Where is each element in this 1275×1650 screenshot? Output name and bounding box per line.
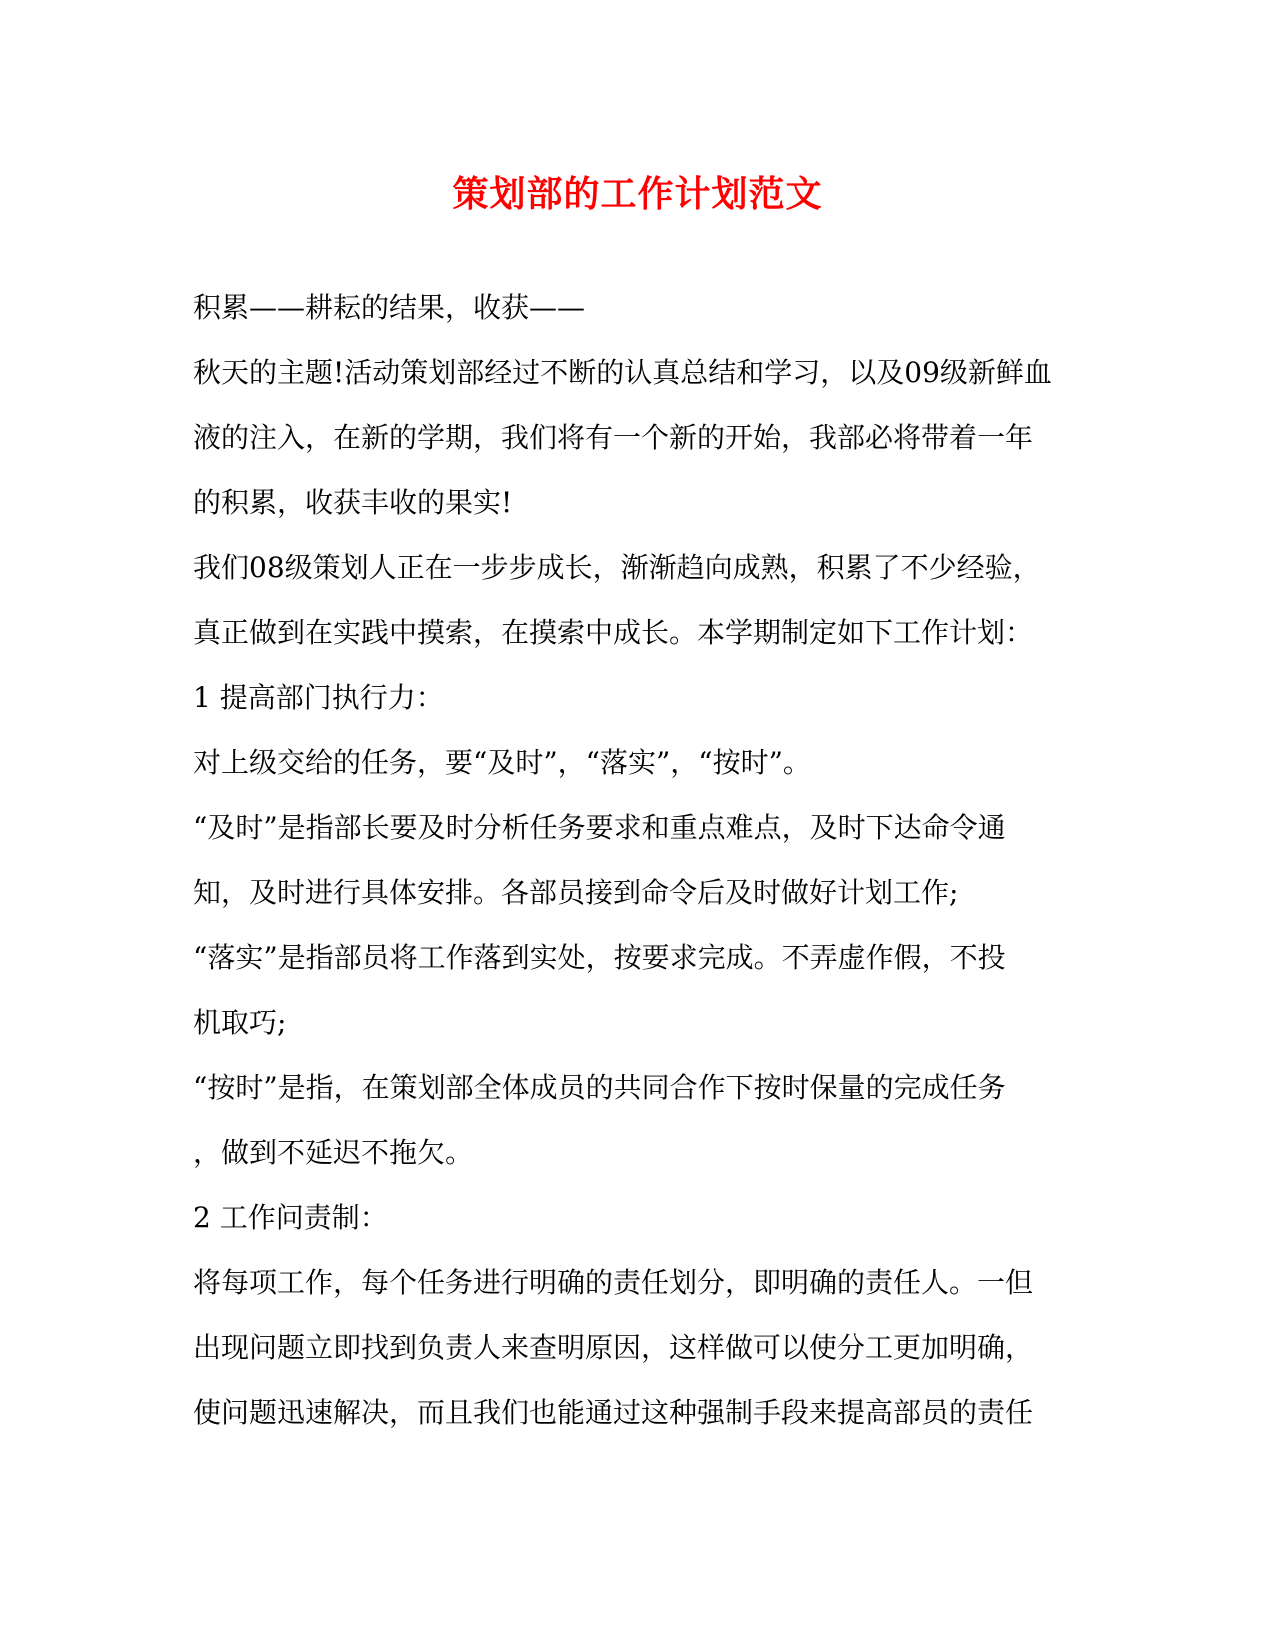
text-line: 真正做到在实践中摸索，在摸索中成长。本学期制定如下工作计划：: [193, 616, 1034, 649]
document-title: 策划部的工作计划范文: [452, 173, 823, 215]
text-line: 我们08级策划人正在一步步成长，渐渐趋向成熟，积累了不少经验，: [193, 551, 1041, 584]
text-line: 将每项工作，每个任务进行明确的责任划分，即明确的责任人。一但: [193, 1266, 1034, 1299]
text-line: 知，及时进行具体安排。各部员接到命令后及时做好计划工作;: [193, 876, 959, 909]
text-line: ，做到不延迟不拖欠。: [193, 1136, 474, 1169]
text-line: “及时”是指部长要及时分析任务要求和重点难点，及时下达命令通: [193, 811, 1006, 844]
text-line: “落实”是指部员将工作落到实处，按要求完成。不弄虚作假，不投: [193, 941, 1006, 974]
document-body: [193, 288, 1083, 1458]
text-line: “按时”是指，在策划部全体成员的共同合作下按时保量的完成任务: [193, 1071, 1006, 1104]
text-line: 秋天的主题!活动策划部经过不断的认真总结和学习，以及09级新鲜血: [193, 356, 1052, 389]
text-line: 的积累，收获丰收的果实!: [193, 486, 513, 519]
text-line: 出现问题立即找到负责人来查明原因，这样做可以使分工更加明确，: [193, 1331, 1034, 1364]
text-line: 对上级交给的任务，要“及时”，“落实”，“按时”。: [193, 746, 811, 779]
text-line: 使问题迅速解决，而且我们也能通过这种强制手段来提高部员的责任: [193, 1396, 1034, 1429]
text-line: 1 提高部门执行力：: [193, 681, 444, 714]
text-line: 2 工作问责制：: [193, 1201, 388, 1234]
text-line: 积累——耕耘的结果，收获——: [193, 291, 586, 324]
text-line: 机取巧;: [193, 1006, 287, 1039]
text-line: 液的注入，在新的学期，我们将有一个新的开始，我部必将带着一年: [193, 421, 1034, 454]
